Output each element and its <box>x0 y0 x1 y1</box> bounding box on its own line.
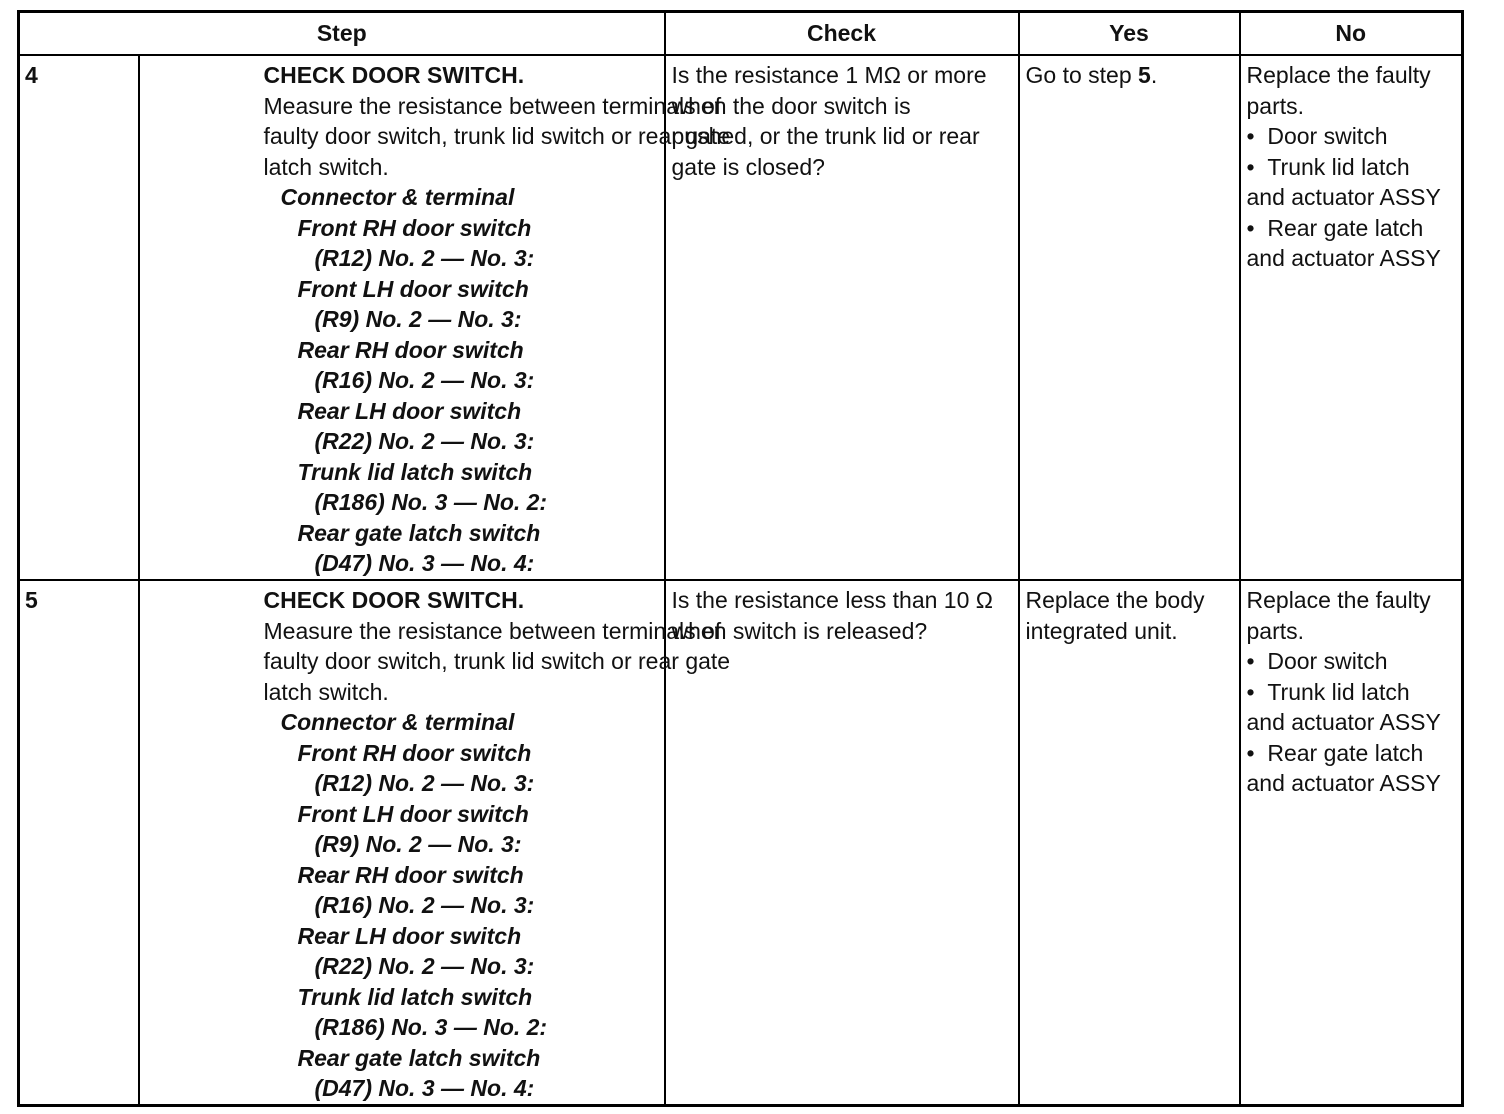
step-number: 5 <box>19 580 139 1105</box>
check-line: Is the resistance less than 10 Ω <box>671 587 993 613</box>
no-cell <box>1240 580 1463 1105</box>
switch-terminals: (R12) No. 2 — No. 3: <box>314 245 535 271</box>
no-item-continuation: and actuator ASSY <box>1246 770 1441 796</box>
step-description-line: Measure the resistance between terminals of <box>263 92 722 119</box>
no-intro-line: parts. <box>1246 617 1305 644</box>
switch-name: Front LH door switch <box>297 800 529 827</box>
no-item: • Door switch <box>1247 121 1458 152</box>
switch-name: Front RH door switch <box>297 739 532 766</box>
header-no: No <box>1240 12 1463 56</box>
switch-terminals: (D47) No. 3 — No. 4: <box>314 1075 535 1101</box>
table-row-step-4 <box>19 55 1463 580</box>
no-item-continuation: and actuator ASSY <box>1246 709 1441 735</box>
switch-terminals: (D47) No. 3 — No. 4: <box>314 550 535 576</box>
yes-step-ref: 5 <box>1138 62 1151 88</box>
no-item-continuation: and actuator ASSY <box>1246 245 1441 271</box>
step-title: CHECK DOOR SWITCH. <box>263 587 525 613</box>
no-intro-line: Replace the faulty <box>1246 62 1431 88</box>
step-description-line: latch switch. <box>263 678 389 705</box>
yes-line: Replace the body <box>1025 587 1205 613</box>
switch-name: Rear RH door switch <box>297 336 524 363</box>
no-item-continuation: and actuator ASSY <box>1246 184 1441 210</box>
yes-cell <box>1019 580 1240 1105</box>
no-item: • Rear gate latch <box>1247 213 1458 244</box>
yes-line: integrated unit. <box>1025 617 1178 644</box>
switch-name: Front RH door switch <box>297 214 532 241</box>
step-description-line: latch switch. <box>263 153 389 180</box>
connector-heading: Connector & terminal <box>280 184 515 210</box>
no-item: • Trunk lid latch <box>1247 152 1458 183</box>
switch-name: Front LH door switch <box>297 275 529 302</box>
switch-terminals: (R9) No. 2 — No. 3: <box>314 306 522 332</box>
check-line: pushed, or the trunk lid or rear <box>671 123 980 149</box>
switch-terminals: (R186) No. 3 — No. 2: <box>314 1014 548 1040</box>
step-cell <box>139 55 731 580</box>
switch-name: Rear LH door switch <box>297 397 522 424</box>
switch-terminals: (R22) No. 2 — No. 3: <box>314 428 535 454</box>
yes-text <box>1026 60 1235 91</box>
check-line: when switch is released? <box>671 617 928 644</box>
yes-prefix: Go to step <box>1025 62 1139 88</box>
switch-name: Trunk lid latch switch <box>297 983 533 1010</box>
step-title: CHECK DOOR SWITCH. <box>263 62 525 88</box>
switch-name: Rear RH door switch <box>297 861 524 888</box>
no-intro-line: Replace the faulty <box>1246 587 1431 613</box>
step-description-line: faulty door switch, trunk lid switch or rear gate <box>263 123 731 149</box>
check-cell <box>665 55 1019 580</box>
header-check: Check <box>665 12 1019 56</box>
table-row-step-5 <box>19 580 1463 1105</box>
header-step: Step <box>19 12 665 56</box>
check-line: gate is closed? <box>671 153 825 180</box>
step-cell <box>139 580 731 1105</box>
switch-name: Rear gate latch switch <box>297 1044 541 1071</box>
switch-terminals: (R186) No. 3 — No. 2: <box>314 489 548 515</box>
no-intro-line: parts. <box>1246 92 1305 119</box>
switch-name: Rear gate latch switch <box>297 519 541 546</box>
step-number: 4 <box>19 55 139 580</box>
no-item: • Trunk lid latch <box>1247 677 1458 708</box>
switch-terminals: (R16) No. 2 — No. 3: <box>314 892 535 918</box>
step-description-line: Measure the resistance between terminals of <box>263 617 722 644</box>
switch-terminals: (R22) No. 2 — No. 3: <box>314 953 535 979</box>
connector-heading: Connector & terminal <box>280 709 515 735</box>
no-item: • Door switch <box>1247 646 1458 677</box>
header-row <box>19 12 1463 56</box>
switch-name: Rear LH door switch <box>297 922 522 949</box>
check-line: when the door switch is <box>671 92 911 119</box>
yes-cell <box>1019 55 1240 580</box>
no-cell <box>1240 55 1463 580</box>
switch-terminals: (R16) No. 2 — No. 3: <box>314 367 535 393</box>
header-yes: Yes <box>1019 12 1240 56</box>
step-description-line: faulty door switch, trunk lid switch or rear gate <box>263 648 731 674</box>
switch-terminals: (R12) No. 2 — No. 3: <box>314 770 535 796</box>
check-line: Is the resistance 1 MΩ or more <box>671 62 987 88</box>
yes-suffix: . <box>1150 62 1158 88</box>
switch-terminals: (R9) No. 2 — No. 3: <box>314 831 522 857</box>
no-item: • Rear gate latch <box>1247 738 1458 769</box>
troubleshooting-table <box>17 10 1464 1107</box>
switch-name: Trunk lid latch switch <box>297 458 533 485</box>
